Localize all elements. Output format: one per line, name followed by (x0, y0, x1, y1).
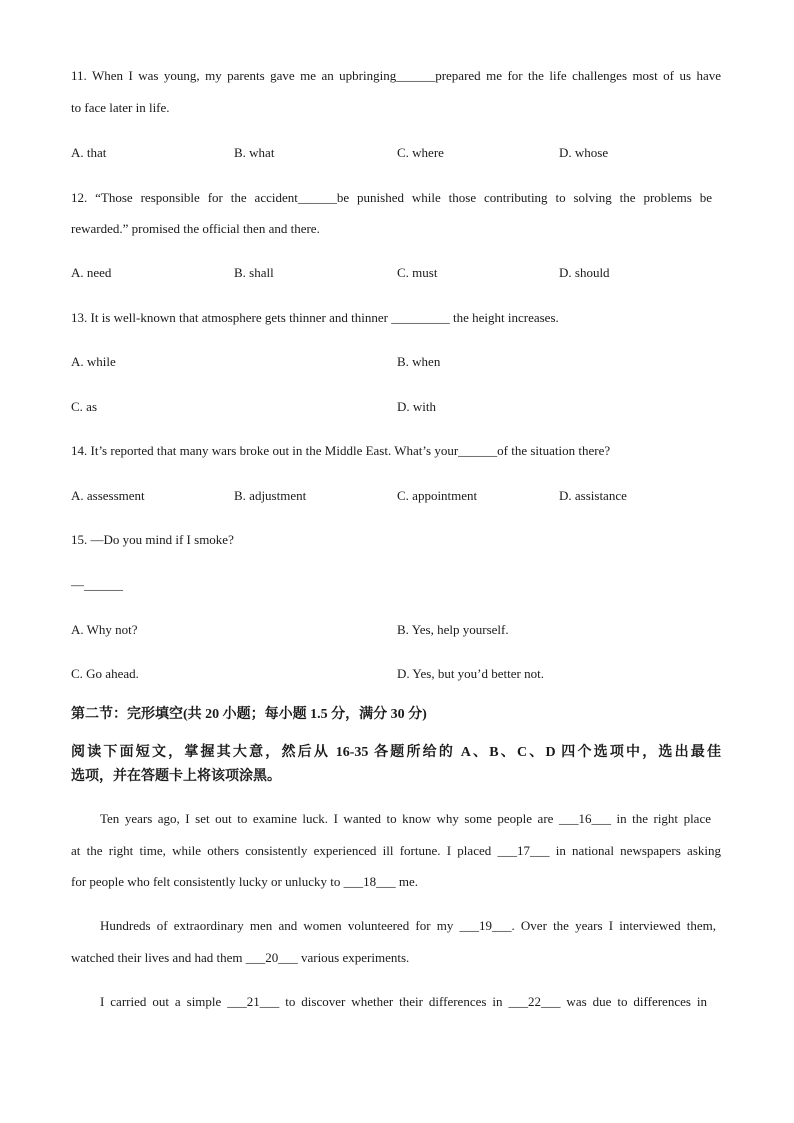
question-12-option-b: B. shall (234, 265, 274, 280)
question-14-option-d: D. assistance (559, 488, 627, 503)
question-11-option-b: B. what (234, 145, 275, 160)
question-13-option-c: C. as (71, 399, 97, 414)
question-14-option-c: C. appointment (397, 488, 478, 503)
question-13-option-b: B. when (397, 354, 441, 369)
section-instruction-line-2: 选项，并在答题卡上将该项涂黑。 (71, 769, 281, 784)
question-11-line-1: 11. When I was young, my parents gave me an upbringing______prepared me for the life challenges most of us have (71, 68, 721, 83)
question-13-line-1: 13. It is well-known that atmosphere gets thinner and thinner _________ the height increases. (71, 310, 559, 325)
question-11-option-a: A. that (71, 145, 107, 160)
question-14-option-b: B. adjustment (234, 488, 307, 503)
passage-line-1: Ten years ago, I set out to examine luck. I wanted to know why some people are ___16___ in the right place (100, 811, 711, 826)
section-instruction-line-1: 阅读下面短文，掌握其大意，然后从 16-35 各题所给的 A、B、C、D 四个选项中，选出最佳 (71, 745, 721, 760)
question-14-line-1: 14. It’s reported that many wars broke out in the Middle East. What’s your______of the situation there? (71, 443, 611, 458)
question-15-line-1: 15. —Do you mind if I smoke? (71, 532, 234, 547)
question-12-option-d: D. should (559, 265, 610, 280)
question-11-line-2: to face later in life. (71, 100, 170, 115)
question-12-option-a: A. need (71, 265, 112, 280)
question-13-option-a: A. while (71, 354, 116, 369)
question-15-line-2: —______ (71, 577, 123, 592)
section-title: 第二节：完形填空(共 20 小题；每小题 1.5 分，满分 30 分) (71, 707, 427, 722)
question-15-option-a: A. Why not? (71, 622, 138, 637)
passage-line-4: Hundreds of extraordinary men and women volunteered for my ___19___. Over the years I interviewed them, (100, 918, 716, 933)
question-11-option-d: D. whose (559, 145, 609, 160)
passage-line-2: at the right time, while others consistently experienced ill fortune. I placed ___17___ in national newspapers asking (71, 843, 721, 858)
question-15-option-b: B. Yes, help yourself. (397, 622, 509, 637)
question-14-option-a: A. assessment (71, 488, 145, 503)
question-11-option-c: C. where (397, 145, 444, 160)
question-13-option-d: D. with (397, 399, 436, 414)
question-12-line-1: 12. “Those responsible for the accident______be punished while those contributing to solving the problems be (71, 190, 712, 205)
passage-line-5: watched their lives and had them ___20___ various experiments. (71, 950, 410, 965)
question-12-line-2: rewarded.” promised the official then and there. (71, 221, 320, 236)
passage-line-3: for people who felt consistently lucky or unlucky to ___18___ me. (71, 874, 418, 889)
question-12-option-c: C. must (397, 265, 438, 280)
passage-line-6: I carried out a simple ___21___ to discover whether their differences in ___22___ was due to differences in (100, 994, 707, 1009)
question-15-option-d: D. Yes, but you’d better not. (397, 666, 544, 681)
question-15-option-c: C. Go ahead. (71, 666, 139, 681)
